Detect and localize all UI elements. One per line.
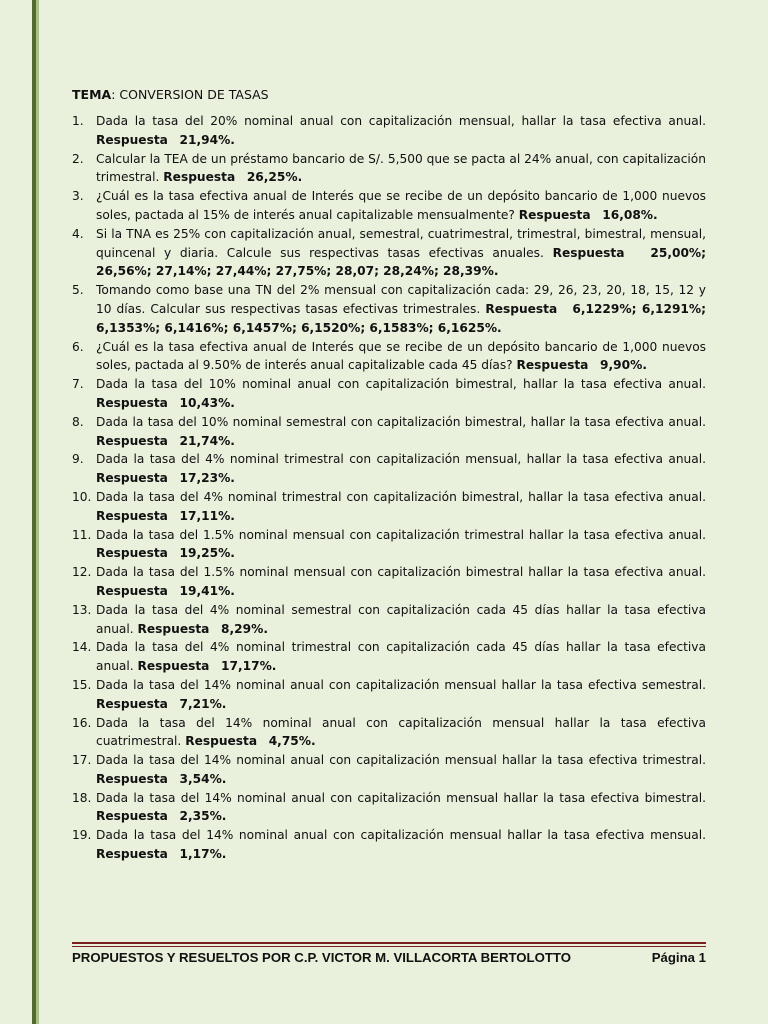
- answer-label: Respuesta: [185, 734, 258, 749]
- answer-label: Respuesta: [137, 659, 210, 674]
- answer-value: 26,25%.: [246, 170, 303, 185]
- answer-value: 4,75%.: [268, 734, 316, 749]
- problem-item: [72, 751, 706, 789]
- answer-value: 19,25%.: [179, 546, 235, 561]
- answer-label: Respuesta: [552, 245, 625, 260]
- answer-label: Respuesta: [516, 358, 589, 373]
- answer-label: Respuesta: [96, 847, 168, 862]
- problem-number: 4.: [72, 226, 84, 241]
- problem-number: 19.: [72, 828, 92, 843]
- problem-number: 12.: [72, 565, 92, 580]
- answer-label: Respuesta: [96, 546, 168, 561]
- answer-value: 2,35%.: [179, 809, 227, 824]
- problem-item: [72, 187, 706, 225]
- answer-value: 21,94%.: [179, 132, 235, 147]
- answer-label: Respuesta: [96, 583, 168, 598]
- answer-label: Respuesta: [518, 207, 591, 222]
- problem-item: [72, 714, 706, 752]
- problem-text: Dada la tasa del 10% nominal semestral con capitalización bimestral, hallar la tasa efectiva anual.: [96, 414, 706, 429]
- title-topic: CONVERSION DE TASAS: [119, 87, 269, 102]
- problem-text: Dada la tasa del 1.5% nominal mensual con capitalización trimestral hallar la tasa efectiva anual.: [96, 527, 706, 542]
- problem-item: [72, 676, 706, 714]
- problem-item: [72, 488, 706, 526]
- problem-number: 8.: [72, 414, 84, 429]
- answer-value: 10,43%.: [179, 395, 235, 410]
- answer-value: 6,1229%; 6,1291%; 6,1353%; 6,1416%; 6,1457%; 6,1520%; 6,1583%; 6,1625%.: [96, 301, 707, 335]
- left-margin-bar-accent: [36, 0, 39, 1024]
- problem-text: Dada la tasa del 10% nominal anual con capitalización bimestral, hallar la tasa efectiva anual.: [96, 377, 706, 392]
- answer-value: 25,00%; 26,56%; 27,14%; 27,44%; 27,75%; 28,07; 28,24%; 28,39%.: [96, 245, 707, 279]
- problem-number: 16.: [72, 715, 92, 730]
- problem-number: 5.: [72, 283, 84, 298]
- problem-number: 18.: [72, 790, 92, 805]
- problem-text: Dada la tasa del 14% nominal anual con capitalización mensual hallar la tasa efectiva trimestral.: [96, 753, 706, 768]
- answer-label: Respuesta: [96, 433, 168, 448]
- answer-value: 17,17%.: [221, 659, 277, 674]
- answer-value: 21,74%.: [179, 433, 235, 448]
- problem-number: 17.: [72, 753, 92, 768]
- problem-text: Dada la tasa del 14% nominal anual con capitalización mensual hallar la tasa efectiva cuatrimestral.: [96, 715, 706, 749]
- answer-label: Respuesta: [96, 395, 168, 410]
- answer-value: 17,23%.: [179, 471, 235, 486]
- problem-item: [72, 789, 706, 827]
- page-footer: [72, 950, 706, 965]
- problem-text: ¿Cuál es la tasa efectiva anual de Interés que se recibe de un depósito bancario de 1,000 nuevos soles, pactada al 9.50% de interés anual capitalizable cada 45 días?: [96, 339, 706, 373]
- answer-value: 8,29%.: [221, 621, 268, 636]
- problem-number: 6.: [72, 339, 84, 354]
- problem-item: [72, 826, 706, 864]
- problem-number: 13.: [72, 602, 92, 617]
- answer-label: Respuesta: [96, 696, 168, 711]
- problem-number: 10.: [72, 489, 92, 504]
- answer-label: Respuesta: [137, 621, 210, 636]
- answer-label: Respuesta: [96, 809, 168, 824]
- problem-text: Dada la tasa del 20% nominal anual con capitalización mensual, hallar la tasa efectiva anual.: [96, 114, 706, 128]
- answer-value: 1,17%.: [179, 847, 227, 862]
- footer-divider: [72, 942, 706, 944]
- problem-text: Dada la tasa del 1.5% nominal mensual con capitalización bimestral hallar la tasa efectiva anual.: [96, 565, 706, 580]
- problem-item: [72, 526, 706, 564]
- problem-number: 3.: [72, 189, 84, 204]
- problem-text: Tomando como base una TN del 2% mensual con capitalización cada: 29, 26, 23, 20, 18, 15, 12 y 10 días. Calcular sus respectivas tasas efectivas trimestrales.: [96, 283, 706, 316]
- problem-text: ¿Cuál es la tasa efectiva anual de Interés que se recibe de un depósito bancario de 1,000 nuevos soles, pactada al 15% de interés anual capitalizable mensualmente?: [96, 189, 706, 222]
- problem-item: [72, 225, 706, 281]
- footer-author: PROPUESTOS Y RESUELTOS POR C.P. VICTOR M. VILLACORTA BERTOLOTTO: [72, 950, 571, 965]
- problem-number: 11.: [72, 527, 92, 542]
- problem-item: [72, 413, 706, 451]
- problem-number: 1.: [72, 114, 84, 128]
- problem-number: 2.: [72, 151, 84, 166]
- problem-text: Dada la tasa del 4% nominal trimestral con capitalización mensual, hallar la tasa efectiva anual.: [96, 452, 706, 467]
- answer-value: 3,54%.: [179, 771, 227, 786]
- problem-text: Si la TNA es 25% con capitalización anual, semestral, cuatrimestral, trimestral, bimestral, mensual, quincenal y diaria. Calcule sus respectivas tasas efectivas anuales.: [96, 226, 706, 260]
- page-title: [72, 86, 706, 104]
- problem-item: [72, 563, 706, 601]
- title-label: TEMA: [72, 87, 112, 102]
- answer-label: Respuesta: [485, 301, 558, 316]
- answer-value: 16,08%.: [602, 207, 658, 222]
- problem-item: [72, 338, 706, 376]
- footer-page-number: Página 1: [651, 950, 706, 965]
- problem-text: Calcular la TEA de un préstamo bancario de S/. 5,500 que se pacta al 24% anual, con capitalización trimestral.: [96, 151, 706, 185]
- problem-item: [72, 638, 706, 676]
- answer-value: 9,90%.: [600, 358, 647, 373]
- answer-label: Respuesta: [96, 471, 168, 486]
- problem-number: 15.: [72, 677, 92, 692]
- problem-text: Dada la tasa del 4% nominal trimestral con capitalización cada 45 días hallar la tasa efectiva anual.: [96, 640, 706, 674]
- answer-value: 7,21%.: [179, 696, 227, 711]
- problem-item: [72, 450, 706, 488]
- answer-value: 19,41%.: [179, 583, 235, 598]
- problem-item: [72, 281, 706, 337]
- problem-number: 14.: [72, 640, 92, 655]
- problem-item: [72, 601, 706, 639]
- problem-text: Dada la tasa del 14% nominal anual con capitalización mensual hallar la tasa efectiva bimestral.: [96, 790, 706, 805]
- problem-list: [72, 112, 706, 864]
- problem-number: 7.: [72, 377, 84, 392]
- answer-label: Respuesta: [96, 508, 168, 523]
- answer-label: Respuesta: [96, 132, 168, 147]
- problem-text: Dada la tasa del 14% nominal anual con capitalización mensual hallar la tasa efectiva semestral.: [96, 677, 706, 692]
- answer-label: Respuesta: [163, 170, 236, 185]
- problem-text: Dada la tasa del 4% nominal trimestral con capitalización bimestral, hallar la tasa efectiva anual.: [96, 489, 706, 504]
- problem-number: 9.: [72, 452, 84, 467]
- problem-item: [72, 112, 706, 150]
- problem-text: Dada la tasa del 14% nominal anual con capitalización mensual hallar la tasa efectiva mensual.: [96, 828, 706, 843]
- problem-item: [72, 375, 706, 413]
- answer-value: 17,11%.: [179, 508, 235, 523]
- problem-item: [72, 150, 706, 188]
- document-page: [72, 86, 706, 864]
- footer-divider-thin: [72, 946, 706, 947]
- title-colon: :: [111, 87, 116, 102]
- problem-text: Dada la tasa del 4% nominal semestral con capitalización cada 45 días hallar la tasa efectiva anual.: [96, 602, 706, 636]
- answer-label: Respuesta: [96, 771, 168, 786]
